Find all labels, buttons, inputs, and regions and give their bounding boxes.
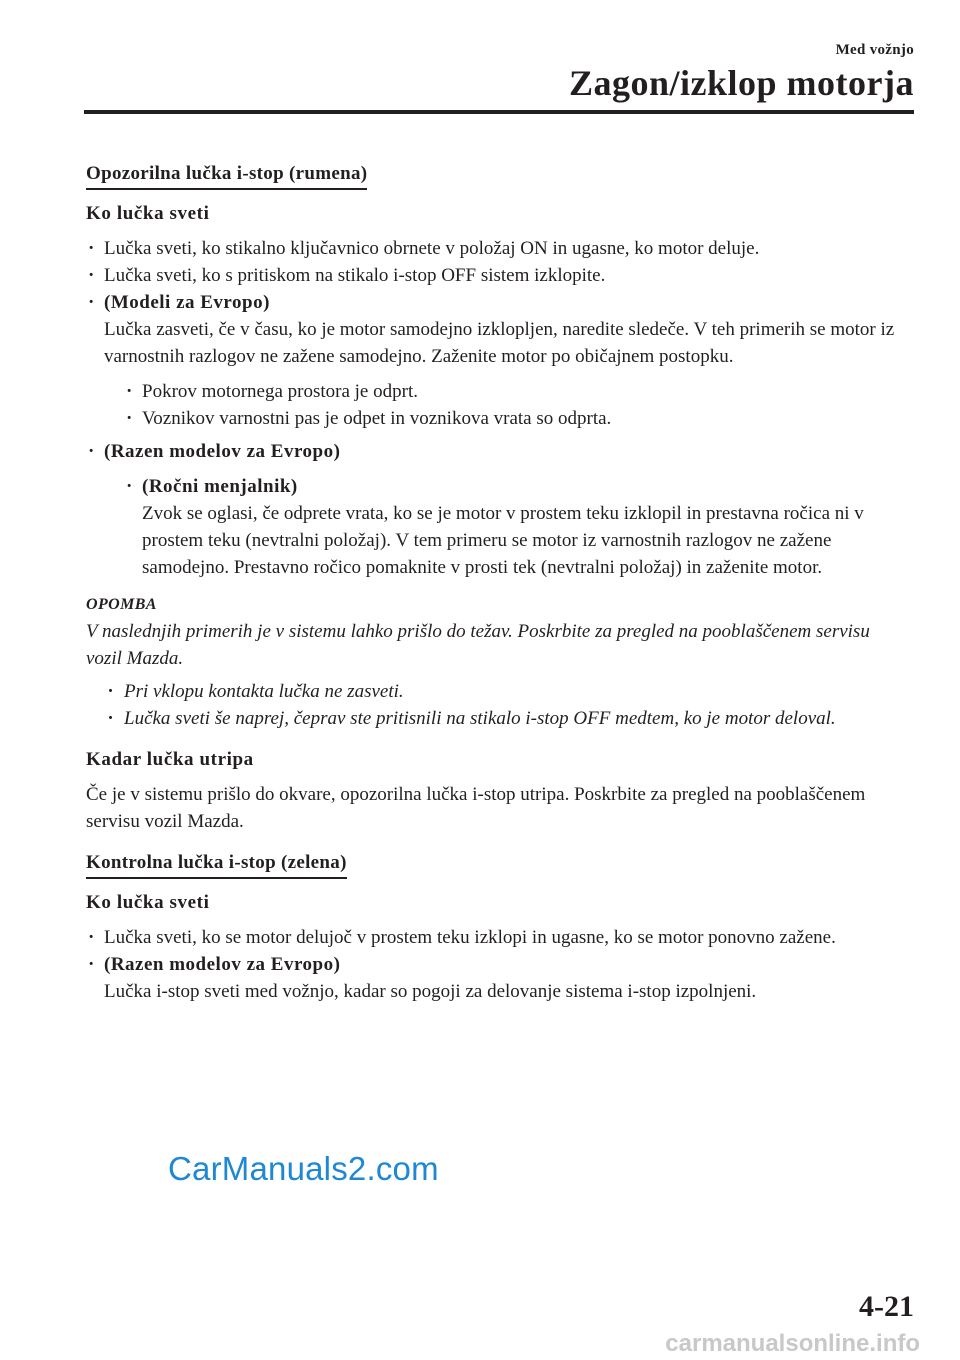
europe-sublist (124, 378, 906, 432)
page-title: Zagon/izklop motorja (568, 63, 914, 103)
list-item: · Lučka sveti še naprej, čeprav ste pritisnili na stikalo i-stop OFF medtem, ko je motor deloval. (106, 705, 906, 732)
list-item: · Pokrov motornega prostora je odprt. (124, 378, 906, 405)
note-text: V naslednjih primerih je v sistemu lahko prišlo do težav. Poskrbite za pregled na pooblaščenem servisu vozil Mazda. (86, 621, 870, 669)
non-europe-label-2: · (Razen modelov za Evropo) (104, 954, 341, 975)
indicator-light-list (86, 924, 906, 1005)
page-number: 4-21 (859, 1290, 914, 1323)
manual-text: Zvok se oglasi, če odprete vrata, ko se je motor v prostem teku izklopil in prestavna ročica ni v prostem teku (nevtralni položaj). V tem primeru se motor iz varnostnih razlogov ne zažene samodejno. Prestavno ročico pomaknite v prosti tek (nevtralni položaj) in zaženite motor. (142, 503, 864, 578)
page-header (84, 42, 914, 105)
non-europe-label: · (Razen modelov za Evropo) (104, 441, 341, 462)
list-item: · Voznikov varnostni pas je odpet in voznikova vrata so odprta. (124, 405, 906, 432)
header-rule (84, 110, 914, 114)
list-item: · Lučka sveti, ko s pritiskom na stikalo i-stop OFF sistem izklopite. (86, 262, 906, 289)
list-item-europe (86, 289, 906, 432)
note-list (106, 678, 906, 732)
subheading-light-on: Ko lučka sveti (86, 203, 210, 224)
manual-label: · (Ročni menjalnik) (142, 476, 298, 497)
section-title-warning-light: Opozorilna lučka i-stop (rumena) (86, 160, 367, 190)
list-item: · Lučka sveti, ko stikalno ključavnico obrnete v položaj ON in ugasne, ko motor deluje. (86, 235, 906, 262)
warning-light-list (86, 235, 906, 581)
list-item-non-europe (86, 438, 906, 581)
list-item: · Lučka sveti, ko se motor delujoč v prostem teku izklopi in ugasne, ko se motor ponovno zažene. (86, 924, 906, 951)
subheading-blinking: Kadar lučka utripa (86, 749, 254, 770)
main-content (86, 160, 906, 1005)
list-item-non-europe-2 (86, 951, 906, 1005)
non-europe-sublist (124, 473, 906, 581)
chapter-name: Med vožnjo (835, 42, 914, 58)
list-item: · Pri vklopu kontakta lučka ne zasveti. (106, 678, 906, 705)
note-label: OPOMBA (86, 596, 157, 613)
europe-text: Lučka zasveti, če v času, ko je motor samodejno izklopljen, naredite sledeče. V teh primerih se motor iz varnostnih razlogov ne zažene samodejno. Zaženite motor po običajnem postopku. (104, 319, 895, 367)
section-title-indicator-light: Kontrolna lučka i-stop (zelena) (86, 849, 347, 879)
subheading-light-on-2: Ko lučka sveti (86, 892, 210, 913)
non-europe-text-2: Lučka i-stop sveti med vožnjo, kadar so pogoji za delovanje sistema i-stop izpolnjeni. (104, 981, 757, 1002)
blinking-text: Če je v sistemu prišlo do okvare, opozorilna lučka i-stop utripa. Poskrbite za pregled na pooblaščenem servisu vozil Mazda. (86, 784, 866, 832)
europe-label: · (Modeli za Evropo) (104, 292, 270, 313)
list-item-manual (124, 473, 906, 581)
watermark-logo: CarManuals2.com (168, 1150, 439, 1187)
footer-watermark: carmanualsonline.info (665, 1330, 920, 1357)
